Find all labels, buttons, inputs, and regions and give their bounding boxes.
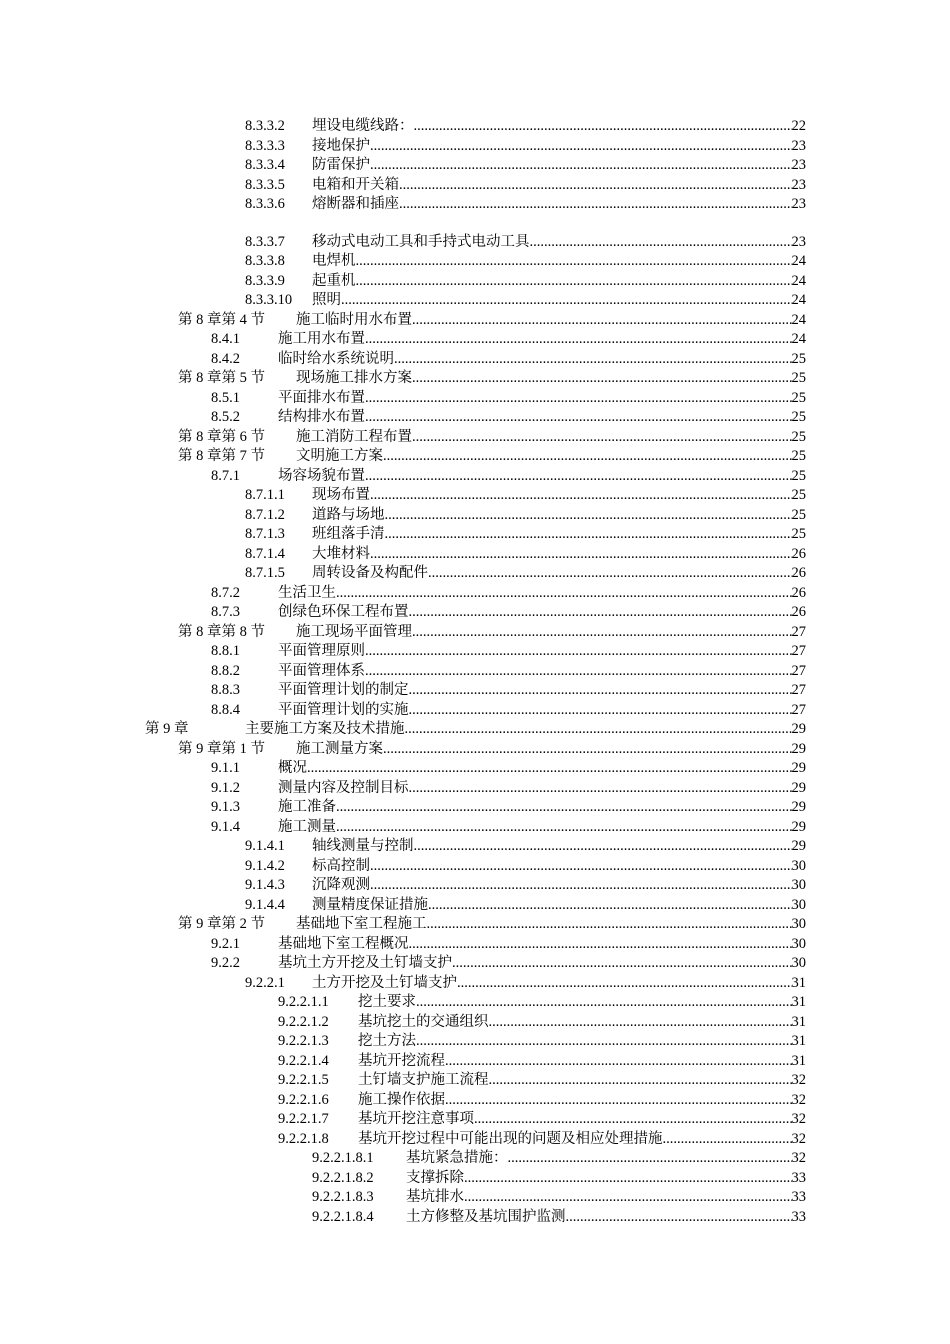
toc-entry-number: 8.3.3.6 (245, 196, 285, 212)
toc-entry-page-number: 32 (791, 1130, 806, 1147)
toc-entry-number: 9.2.2.1.8.3 (312, 1189, 374, 1205)
toc-entry-title: 电箱和开关箱 (312, 176, 399, 193)
toc-entry[interactable] (245, 974, 806, 993)
toc-entry-number: 8.3.3.5 (245, 176, 285, 193)
toc-entry-title: 平面排水布置 (278, 389, 365, 406)
toc-entry-page-number: 30 (791, 935, 806, 952)
toc-entry[interactable] (312, 1208, 806, 1227)
toc-dot-leader (409, 779, 792, 798)
toc-entry-number: 9.1.4.2 (245, 857, 285, 874)
toc-entry-number: 8.3.3.7 (245, 233, 285, 250)
toc-entry-page-number: 31 (791, 1013, 806, 1030)
toc-entry-page-number: 25 (791, 428, 806, 445)
toc-entry[interactable] (211, 467, 806, 486)
toc-entry[interactable] (211, 935, 806, 954)
toc-entry-number: 9.2.1 (211, 935, 240, 952)
toc-entry-number: 8.8.1 (211, 643, 240, 659)
toc-entry[interactable] (211, 759, 806, 778)
toc-dot-leader (566, 1208, 792, 1227)
toc-entry-title: 基础地下室工程施工 (296, 916, 427, 932)
toc-entry-number: 8.7.1.3 (245, 526, 285, 542)
toc-entry[interactable] (245, 117, 806, 136)
toc-entry-page-number: 30 (791, 877, 806, 893)
toc-dot-leader (474, 1110, 792, 1129)
toc-entry[interactable] (245, 486, 806, 505)
toc-entry[interactable] (245, 564, 806, 583)
toc-entry-title: 挖土方法 (358, 1033, 416, 1049)
toc-dot-leader (399, 195, 792, 214)
toc-entry-number: 9.2.2.1.3 (278, 1033, 329, 1049)
toc-entry-title: 埋设电缆线路： (312, 118, 414, 134)
toc-entry-page-number: 33 (791, 1189, 806, 1205)
toc-dot-leader (663, 1130, 792, 1149)
toc-dot-leader (409, 603, 792, 622)
toc-dot-leader (412, 369, 792, 388)
toc-entry-page-number: 25 (791, 389, 806, 406)
toc-entry-number: 8.7.1 (211, 467, 240, 484)
toc-entry-number: 9.1.4.4 (245, 896, 285, 913)
toc-dot-leader (336, 798, 792, 817)
toc-entry[interactable] (245, 272, 806, 291)
toc-entry-title: 电焊机 (312, 253, 356, 269)
toc-entry[interactable] (211, 642, 806, 661)
toc-entry-page-number: 25 (791, 506, 806, 523)
toc-entry-number: 9.2.2 (211, 955, 240, 971)
toc-entry-number: 8.4.2 (211, 350, 240, 367)
toc-entry-number: 第 8 章第 8 节 (178, 623, 265, 640)
toc-entry-number: 8.7.1.1 (245, 487, 285, 503)
toc-dot-leader (405, 720, 792, 739)
toc-entry-title: 起重机 (312, 272, 356, 289)
toc-entry-title: 概况 (278, 760, 307, 776)
toc-entry-title: 班组落手清 (312, 526, 385, 542)
toc-dot-leader (508, 1149, 792, 1168)
toc-entry[interactable] (245, 176, 806, 195)
toc-dot-leader (530, 233, 792, 252)
toc-entry-number: 9.2.2.1.6 (278, 1091, 329, 1108)
toc-entry-number: 8.7.1.5 (245, 565, 285, 581)
toc-dot-leader (452, 954, 792, 973)
toc-entry[interactable] (145, 720, 806, 739)
toc-dot-leader (365, 408, 792, 427)
toc-entry-title: 基础地下室工程概况 (278, 935, 409, 952)
toc-dot-leader (409, 935, 792, 954)
toc-entry-number: 9.2.2.1.5 (278, 1072, 329, 1088)
toc-entry-title: 土方开挖及土钉墙支护 (312, 974, 457, 991)
toc-entry-number: 第 9 章 (145, 721, 189, 737)
toc-entry[interactable] (278, 1091, 806, 1110)
toc-entry[interactable] (178, 428, 806, 447)
toc-entry-page-number: 31 (791, 1033, 806, 1049)
toc-dot-leader (370, 156, 792, 175)
toc-entry[interactable] (211, 662, 806, 681)
toc-entry-page-number: 30 (791, 916, 806, 932)
toc-entry-title: 挖土要求 (358, 994, 416, 1010)
toc-entry-number: 9.1.1 (211, 760, 240, 776)
toc-entry-title: 施工用水布置 (278, 331, 365, 347)
toc-dot-leader (489, 1013, 792, 1032)
toc-dot-leader (409, 701, 792, 720)
toc-entry[interactable] (245, 857, 806, 876)
toc-entry-title: 熔断器和插座 (312, 196, 399, 212)
toc-entry[interactable] (211, 584, 806, 603)
toc-dot-leader (457, 974, 792, 993)
toc-entry-number: 8.7.2 (211, 584, 240, 601)
toc-entry-page-number: 32 (791, 1091, 806, 1108)
toc-entry-page-number: 23 (791, 196, 806, 212)
toc-entry-page-number: 30 (791, 857, 806, 874)
toc-entry-title: 结构排水布置 (278, 409, 365, 425)
toc-entry[interactable] (278, 993, 806, 1012)
toc-entry-page-number: 27 (791, 662, 806, 679)
toc-dot-leader (428, 564, 792, 583)
toc-entry-number: 8.3.3.3 (245, 137, 285, 154)
toc-entry[interactable] (211, 818, 806, 837)
toc-dot-leader (370, 876, 792, 895)
toc-entry-title: 生活卫生 (278, 584, 336, 601)
toc-entry-title: 基坑排水 (406, 1189, 464, 1205)
toc-entry-title: 施工消防工程布置 (296, 428, 412, 445)
toc-entry-page-number: 24 (791, 253, 806, 269)
toc-entry-number: 8.8.2 (211, 662, 240, 679)
toc-entry-page-number: 26 (791, 565, 806, 581)
toc-entry-number: 9.2.2.1.8 (278, 1130, 329, 1147)
toc-entry-title: 平面管理计划的实施 (278, 701, 409, 718)
toc-entry-title: 施工临时用水布置 (296, 311, 412, 328)
toc-entry-title: 土方修整及基坑围护监测 (406, 1208, 566, 1225)
toc-entry-title: 基坑土方开挖及土钉墙支护 (278, 955, 452, 971)
toc-entry[interactable] (245, 837, 806, 856)
toc-dot-leader (409, 681, 792, 700)
toc-entry[interactable] (278, 1032, 806, 1051)
toc-entry-title: 测量内容及控制目标 (278, 779, 409, 796)
toc-entry-title: 道路与场地 (312, 506, 385, 523)
toc-entry-page-number: 24 (791, 272, 806, 289)
toc-entry-page-number: 25 (791, 487, 806, 503)
toc-entry-number: 9.2.2.1.8.2 (312, 1169, 374, 1186)
toc-entry-page-number: 29 (791, 799, 806, 815)
toc-entry-number: 9.2.2.1.2 (278, 1013, 329, 1030)
toc-dot-leader (385, 506, 792, 525)
toc-dot-leader (416, 1032, 792, 1051)
toc-dot-leader (365, 467, 792, 486)
toc-entry-title: 测量精度保证措施 (312, 896, 428, 913)
toc-entry[interactable] (178, 369, 806, 388)
toc-entry-title: 大堆材料 (312, 545, 370, 562)
toc-entry-title: 土钉墙支护施工流程 (358, 1072, 489, 1088)
toc-entry-page-number: 31 (791, 994, 806, 1010)
toc-entry-page-number: 29 (791, 760, 806, 776)
toc-entry-page-number: 24 (791, 331, 806, 347)
toc-entry[interactable] (312, 1149, 806, 1168)
toc-entry-title: 周转设备及构配件 (312, 565, 428, 581)
toc-entry[interactable] (312, 1188, 806, 1207)
toc-entry-number: 9.1.2 (211, 779, 240, 796)
toc-entry-title: 支撑拆除 (406, 1169, 464, 1186)
toc-entry-number: 8.3.3.10 (245, 292, 293, 308)
toc-entry-number: 8.5.1 (211, 389, 240, 406)
toc-entry[interactable] (211, 954, 806, 973)
toc-dot-leader (445, 1052, 792, 1071)
toc-entry-number: 9.1.4.1 (245, 838, 285, 854)
toc-entry-page-number: 23 (791, 176, 806, 193)
toc-entry-page-number: 23 (791, 233, 806, 250)
toc-entry-title: 场容场貌布置 (278, 467, 365, 484)
toc-entry[interactable] (178, 623, 806, 642)
toc-entry-number: 8.3.3.9 (245, 272, 285, 289)
toc-entry-number: 8.7.1.4 (245, 545, 285, 562)
toc-dot-leader (341, 291, 792, 310)
toc-entry-number: 9.2.2.1.7 (278, 1111, 329, 1127)
toc-entry-number: 9.2.2.1.1 (278, 994, 329, 1010)
toc-entry[interactable] (278, 1110, 806, 1129)
toc-entry-page-number: 29 (791, 740, 806, 757)
toc-entry[interactable] (245, 252, 806, 271)
toc-entry[interactable] (211, 408, 806, 427)
toc-entry-title: 施工现场平面管理 (296, 623, 412, 640)
toc-entry[interactable] (245, 291, 806, 310)
toc-entry-number: 9.2.2.1.8.1 (312, 1150, 374, 1166)
toc-dot-leader (414, 837, 792, 856)
toc-entry[interactable] (211, 701, 806, 720)
toc-entry-number: 9.2.2.1 (245, 974, 285, 991)
toc-entry-number: 9.1.4 (211, 818, 240, 835)
toc-entry-number: 8.7.1.2 (245, 506, 285, 523)
toc-entry[interactable] (178, 311, 806, 330)
toc-dot-leader (394, 350, 792, 369)
toc-dot-leader (370, 137, 792, 156)
toc-entry-page-number: 29 (791, 838, 806, 854)
toc-dot-leader (336, 818, 792, 837)
toc-entry-page-number: 26 (791, 584, 806, 601)
toc-entry-title: 接地保护 (312, 137, 370, 154)
toc-entry-number: 8.3.3.2 (245, 118, 285, 134)
toc-entry[interactable] (178, 740, 806, 759)
toc-entry-title: 平面管理计划的制定 (278, 682, 409, 698)
toc-entry-title: 现场施工排水方案 (296, 370, 412, 386)
toc-entry-page-number: 32 (791, 1150, 806, 1166)
toc-dot-leader (365, 330, 792, 349)
toc-entry-page-number: 27 (791, 701, 806, 718)
toc-entry[interactable] (178, 915, 806, 934)
toc-entry-number: 9.2.2.1.8.4 (312, 1208, 374, 1225)
toc-entry-page-number: 25 (791, 526, 806, 542)
toc-entry-page-number: 25 (791, 409, 806, 425)
toc-entry-title: 施工操作依据 (358, 1091, 445, 1108)
toc-dot-leader (489, 1071, 792, 1090)
toc-entry-number: 8.8.4 (211, 701, 240, 718)
toc-entry[interactable] (211, 350, 806, 369)
toc-entry-page-number: 23 (791, 137, 806, 154)
toc-entry-title: 基坑开挖过程中可能出现的问题及相应处理措施 (358, 1130, 663, 1147)
toc-dot-leader (370, 486, 792, 505)
toc-dot-leader (370, 857, 792, 876)
toc-entry-number: 8.3.3.8 (245, 253, 285, 269)
toc-entry[interactable] (211, 681, 806, 700)
toc-entry[interactable] (245, 156, 806, 175)
toc-entry-page-number: 32 (791, 1072, 806, 1088)
toc-entry-title: 基坑紧急措施： (406, 1150, 508, 1166)
toc-entry-page-number: 26 (791, 545, 806, 562)
toc-dot-leader (365, 662, 792, 681)
toc-entry-title: 移动式电动工具和手持式电动工具 (312, 233, 530, 250)
toc-entry-title: 轴线测量与控制 (312, 838, 414, 854)
toc-entry-number: 9.1.3 (211, 799, 240, 815)
toc-dot-leader (412, 311, 792, 330)
toc-entry[interactable] (245, 233, 806, 252)
toc-entry-page-number: 24 (791, 311, 806, 328)
toc-dot-leader (412, 428, 792, 447)
toc-entry-page-number: 29 (791, 779, 806, 796)
toc-entry-number: 第 8 章第 7 节 (178, 448, 265, 464)
toc-entry[interactable] (245, 137, 806, 156)
toc-entry-title: 施工准备 (278, 799, 336, 815)
toc-entry-page-number: 33 (791, 1169, 806, 1186)
toc-entry-number: 8.4.1 (211, 331, 240, 347)
toc-dot-leader (383, 740, 792, 759)
toc-dot-leader (370, 545, 792, 564)
toc-entry-title: 文明施工方案 (296, 448, 383, 464)
toc-entry[interactable] (278, 1013, 806, 1032)
toc-entry-title: 创绿色环保工程布置 (278, 604, 409, 620)
toc-entry-number: 8.3.3.4 (245, 157, 285, 173)
toc-entry[interactable] (211, 798, 806, 817)
toc-entry-page-number: 30 (791, 955, 806, 971)
toc-dot-leader (416, 993, 792, 1012)
toc-entry-page-number: 23 (791, 157, 806, 173)
toc-entry-number: 第 8 章第 5 节 (178, 370, 265, 386)
toc-entry-page-number: 27 (791, 643, 806, 659)
toc-entry-page-number: 31 (791, 1052, 806, 1069)
toc-entry-title: 平面管理体系 (278, 662, 365, 679)
toc-entry-number: 9.2.2.1.4 (278, 1052, 329, 1069)
toc-entry-number: 第 9 章第 1 节 (178, 740, 265, 757)
toc-dot-leader (356, 272, 792, 291)
toc-entry[interactable] (211, 389, 806, 408)
toc-dot-leader (365, 642, 792, 661)
toc-entry-title: 基坑开挖流程 (358, 1052, 445, 1069)
toc-entry[interactable] (211, 603, 806, 622)
toc-entry[interactable] (278, 1071, 806, 1090)
toc-entry[interactable] (245, 876, 806, 895)
toc-dot-leader (414, 117, 792, 136)
toc-entry-title: 标高控制 (312, 857, 370, 874)
toc-entry-page-number: 27 (791, 623, 806, 640)
toc-entry-page-number: 27 (791, 682, 806, 698)
toc-entry-title: 基坑挖土的交通组织 (358, 1013, 489, 1030)
toc-entry-title: 施工测量 (278, 818, 336, 835)
toc-entry[interactable] (245, 525, 806, 544)
toc-entry-title: 施工测量方案 (296, 740, 383, 757)
toc-dot-leader (399, 176, 792, 195)
toc-entry-page-number: 25 (791, 467, 806, 484)
toc-entry[interactable] (312, 1169, 806, 1188)
toc-entry-number: 第 8 章第 4 节 (178, 311, 265, 328)
toc-entry-page-number: 29 (791, 721, 806, 737)
toc-dot-leader (464, 1169, 792, 1188)
toc-entry[interactable] (245, 545, 806, 564)
toc-entry-number: 8.5.2 (211, 409, 240, 425)
toc-dot-leader (383, 447, 792, 466)
toc-entry[interactable] (245, 896, 806, 915)
toc-dot-leader (365, 389, 792, 408)
toc-entry-title: 临时给水系统说明 (278, 350, 394, 367)
toc-entry-number: 8.7.3 (211, 604, 240, 620)
toc-entry-page-number: 31 (791, 974, 806, 991)
toc-entry-title: 防雷保护 (312, 157, 370, 173)
toc-dot-leader (412, 623, 792, 642)
toc-dot-leader (385, 525, 792, 544)
toc-entry-page-number: 25 (791, 350, 806, 367)
toc-entry-title: 现场布置 (312, 487, 370, 503)
toc-dot-leader (445, 1091, 792, 1110)
toc-entry[interactable] (245, 506, 806, 525)
toc-entry[interactable] (211, 779, 806, 798)
toc-entry-number: 第 9 章第 2 节 (178, 916, 265, 932)
toc-entry-number: 9.1.4.3 (245, 877, 285, 893)
toc-entry[interactable] (211, 330, 806, 349)
toc-entry-page-number: 24 (791, 292, 806, 308)
toc-entry-title: 基坑开挖注意事项 (358, 1111, 474, 1127)
toc-entry-page-number: 32 (791, 1111, 806, 1127)
toc-entry-title: 主要施工方案及技术措施 (245, 721, 405, 737)
toc-entry-page-number: 33 (791, 1208, 806, 1225)
toc-entry-page-number: 26 (791, 604, 806, 620)
toc-dot-leader (464, 1188, 792, 1207)
toc-entry-number: 8.8.3 (211, 682, 240, 698)
toc-entry[interactable] (245, 195, 806, 214)
toc-entry-title: 照明 (312, 292, 341, 308)
toc-dot-leader (356, 252, 792, 271)
toc-dot-leader (427, 915, 792, 934)
toc-entry-number: 第 8 章第 6 节 (178, 428, 265, 445)
toc-entry-title: 沉降观测 (312, 877, 370, 893)
toc-dot-leader (307, 759, 792, 778)
toc-entry-page-number: 22 (791, 118, 806, 134)
toc-entry[interactable] (178, 447, 806, 466)
toc-entry-page-number: 30 (791, 896, 806, 913)
toc-dot-leader (336, 584, 792, 603)
toc-entry[interactable] (278, 1130, 806, 1149)
toc-entry-title: 平面管理原则 (278, 643, 365, 659)
toc-entry-page-number: 25 (791, 448, 806, 464)
toc-entry-page-number: 25 (791, 370, 806, 386)
toc-entry[interactable] (278, 1052, 806, 1071)
toc-dot-leader (428, 896, 792, 915)
toc-entry-page-number: 29 (791, 818, 806, 835)
